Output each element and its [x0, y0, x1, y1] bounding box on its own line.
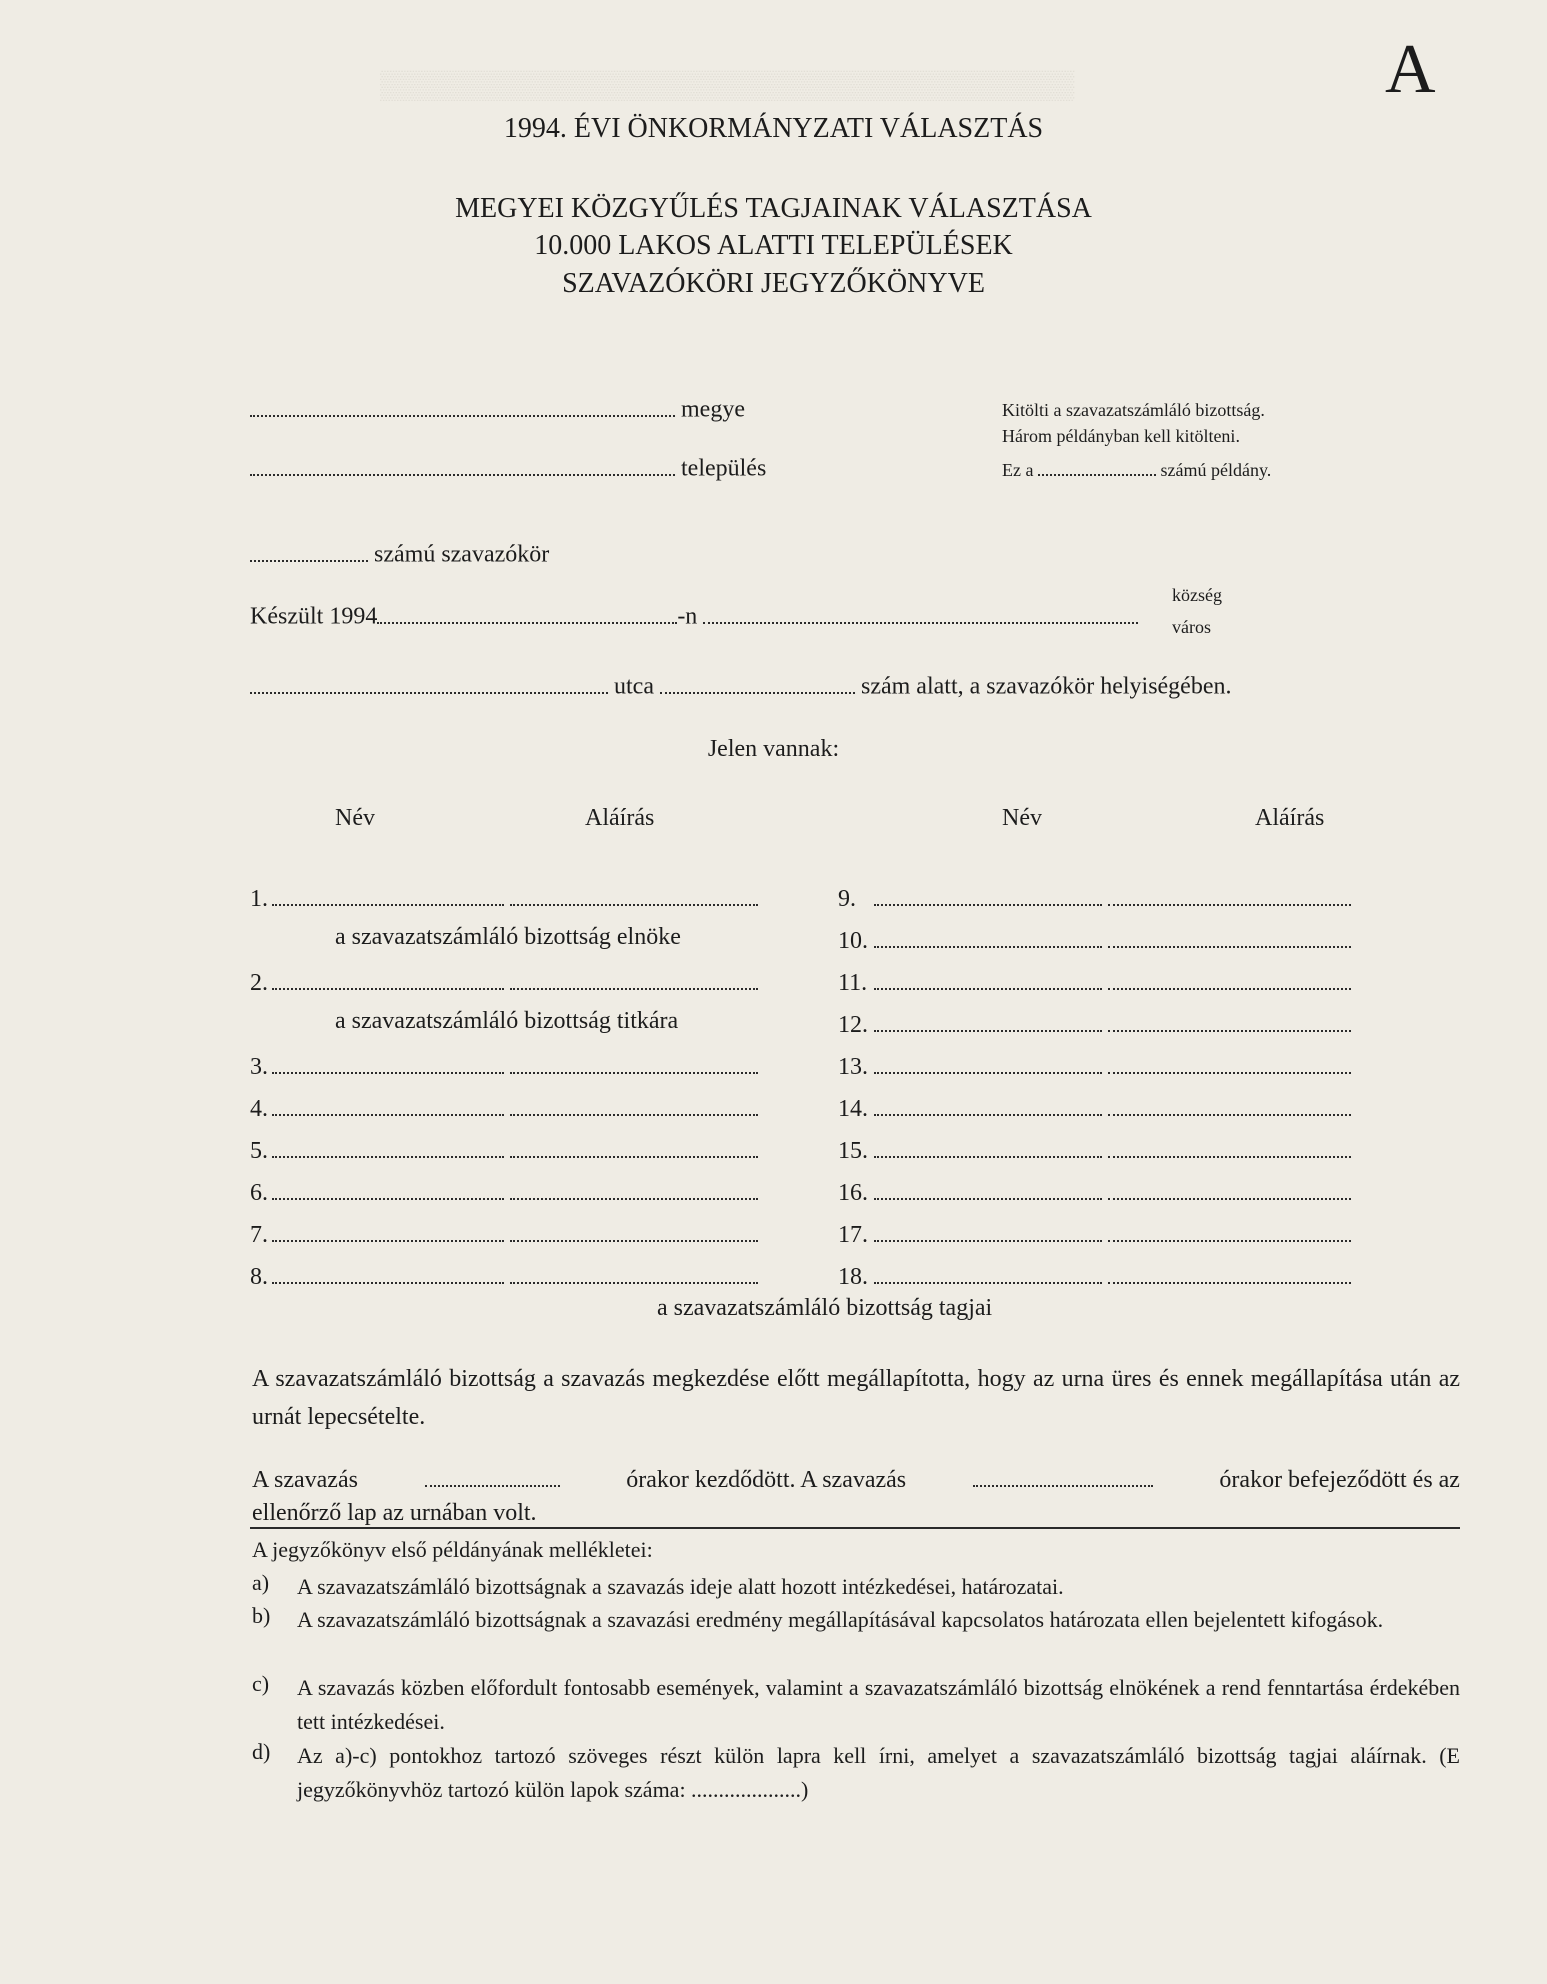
row-number: 12.	[838, 1011, 868, 1038]
corner-letter: A	[1385, 31, 1436, 108]
ellenorzo-lap-line: ellenőrző lap az urnában volt.	[252, 1500, 537, 1526]
attachment-label: d)	[252, 1739, 271, 1764]
title-line-3: 10.000 LAKOS ALATTI TELEPÜLÉSEK	[534, 230, 1013, 261]
member-row[interactable]	[250, 1134, 758, 1165]
member-row[interactable]	[250, 1092, 758, 1123]
row-number: 8.	[250, 1263, 268, 1290]
urn-sealed-paragraph: A szavazatszámláló bizottság a szavazás megkezdése előtt megállapította, hogy az urna üres és ennek megállapítása után az urnát lepecsételte.	[252, 1366, 1460, 1430]
befejezodott-label: órakor befejeződött és az	[1219, 1466, 1460, 1493]
title-line-1: 1994. ÉVI ÖNKORMÁNYZATI VÁLASZTÁS	[503, 113, 1044, 144]
address-field[interactable]	[250, 670, 1231, 701]
member-row[interactable]	[250, 1050, 758, 1081]
member-row[interactable]	[250, 966, 758, 997]
telepules-label: település	[681, 455, 767, 482]
member-row[interactable]	[838, 1008, 1351, 1039]
attachment-text: A szavazás közben előfordult fontosabb események, valamint a szavazatszámláló bizottság elnökének a rend fenntartása érdekében tett intézkedései.	[297, 1675, 1460, 1734]
attachment-label: a)	[252, 1570, 270, 1595]
row-number: 2.	[250, 969, 268, 996]
voting-time-line[interactable]	[252, 1463, 1460, 1494]
bleed-through-text: ▒▒▒▒▒▒▒▒▒▒▒▒▒▒▒▒▒▒▒▒▒▒▒▒▒▒▒▒▒▒▒▒▒▒▒	[380, 70, 1075, 101]
title-line-4: SZAVAZÓKÖRI JEGYZŐKÖNYVE	[562, 268, 985, 299]
member-row[interactable]	[838, 882, 1351, 913]
row-number: 5.	[250, 1137, 268, 1164]
header-nev-right: Név	[1002, 805, 1042, 831]
member-row[interactable]	[838, 1134, 1351, 1165]
copy-number-field[interactable]	[1002, 458, 1271, 481]
szam-alatt-label: szám alatt, a szavazókör helyiségében.	[860, 673, 1232, 700]
member-row[interactable]	[250, 882, 758, 913]
row-number: 4.	[250, 1095, 268, 1122]
megye-label: megye	[681, 396, 745, 423]
attachment-text: Az a)-c) pontokhoz tartozó szöveges részt külön lapra kell írni, amelyet a szavazatszámláló bizottság tagjai aláírnak. (E jegyzőkönyvhöz tartozó külön lapok száma: ....................)	[297, 1743, 1460, 1802]
kezdodott-label: órakor kezdődött. A szavazás	[626, 1466, 907, 1493]
member-row[interactable]	[838, 1260, 1351, 1291]
row-number: 18.	[838, 1263, 868, 1290]
varos-option: város	[1172, 617, 1211, 637]
header-alairas-left: Aláírás	[585, 805, 655, 831]
szavazokor-label: számú szavazókör	[374, 541, 550, 568]
a-szavazas-label: A szavazás	[252, 1466, 358, 1493]
row-number: 1.	[250, 885, 268, 912]
megye-field[interactable]	[250, 393, 745, 424]
row-number: 17.	[838, 1221, 868, 1248]
present-heading: Jelen vannak:	[707, 736, 840, 762]
row-number: 3.	[250, 1053, 268, 1080]
title-line-2: MEGYEI KÖZGYŰLÉS TAGJAINAK VÁLASZTÁSA	[455, 193, 1092, 224]
row-number: 16.	[838, 1179, 868, 1206]
row-number: 7.	[250, 1221, 268, 1248]
member-row[interactable]	[250, 1218, 758, 1249]
attachment-label: b)	[252, 1603, 271, 1628]
keszult-label: Készült 1994	[250, 603, 378, 630]
attachment-item	[252, 1739, 1460, 1807]
header-alairas-right: Aláírás	[1255, 805, 1325, 831]
row-number: 9.	[838, 885, 856, 912]
row-number: 6.	[250, 1179, 268, 1206]
elnoke-label: a szavazatszámláló bizottság elnöke	[335, 924, 681, 950]
member-row[interactable]	[250, 1260, 758, 1291]
attachments-title: A jegyzőkönyv első példányának mellékletei:	[252, 1537, 653, 1562]
member-row[interactable]	[838, 924, 1351, 955]
kozseg-option: község	[1172, 585, 1222, 605]
member-row[interactable]	[838, 1050, 1351, 1081]
row-number: 10.	[838, 927, 868, 954]
row-number: 13.	[838, 1053, 868, 1080]
attachment-label: c)	[252, 1671, 270, 1696]
attachment-item	[252, 1671, 1460, 1739]
row-number: 11.	[838, 969, 868, 996]
n-suffix-label: -n	[677, 603, 698, 630]
member-row[interactable]	[838, 966, 1351, 997]
row-number: 14.	[838, 1095, 868, 1122]
note-line-2: Három példányban kell kitölteni.	[1002, 426, 1240, 446]
tagjai-label: a szavazatszámláló bizottság tagjai	[657, 1295, 993, 1321]
utca-label: utca	[614, 673, 654, 700]
ez-a-label: Ez a	[1002, 460, 1034, 481]
szavazokor-field[interactable]	[250, 538, 549, 569]
header-nev-left: Név	[335, 805, 375, 831]
attachment-text: A szavazatszámláló bizottságnak a szavazási eredmény megállapításával kapcsolatos határozata ellen bejelentett kifogások.	[297, 1607, 1384, 1632]
telepules-field[interactable]	[250, 452, 766, 483]
row-number: 15.	[838, 1137, 868, 1164]
section-divider	[250, 1527, 1460, 1529]
attachment-text: A szavazatszámláló bizottságnak a szavazás ideje alatt hozott intézkedései, határozatai.	[297, 1574, 1064, 1599]
keszult-field[interactable]	[250, 600, 1138, 631]
szamu-peldany-label: számú példány.	[1160, 460, 1272, 481]
member-row[interactable]	[838, 1092, 1351, 1123]
attachment-item	[252, 1603, 1460, 1671]
member-row[interactable]	[250, 1176, 758, 1207]
note-line-1: Kitölti a szavazatszámláló bizottság.	[1002, 400, 1265, 420]
attachment-item	[252, 1570, 1460, 1604]
member-row[interactable]	[838, 1176, 1351, 1207]
titkara-label: a szavazatszámláló bizottság titkára	[335, 1008, 679, 1034]
member-row[interactable]	[838, 1218, 1351, 1249]
